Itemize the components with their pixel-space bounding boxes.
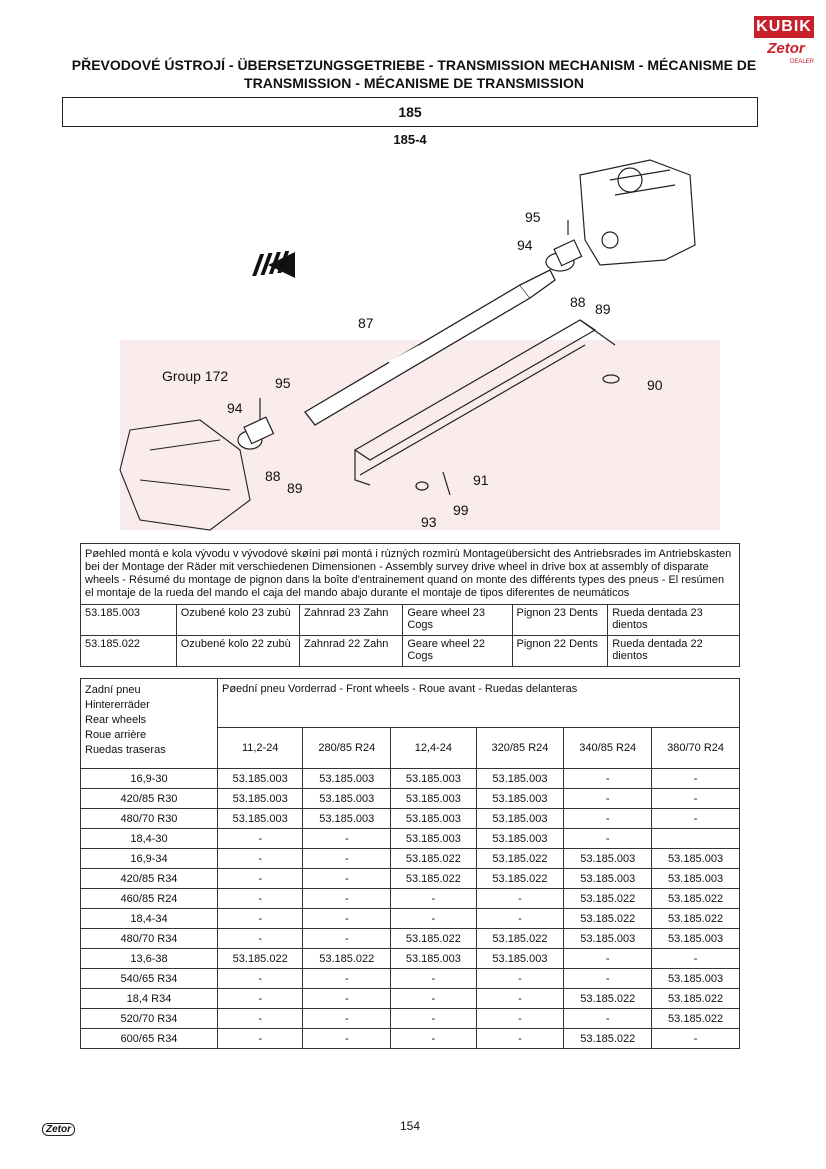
gear-part-number: 53.185.022 — [391, 869, 476, 889]
rear-tyre-size: 18,4-30 — [81, 829, 218, 849]
logo-brand: KUBIK — [754, 16, 814, 38]
gear-part-number: - — [476, 1009, 564, 1029]
info-table-header: Pøehled montá e kola vývodu v vývodové skøíni pøi montá i rùzných rozmìrù Montageübersicht des Antriebsrades im Antriebskasten bei der Montage der Räder mit verschiedenen Dimensionen - Assembly survey drive wheel in drive box at assembly of disparate wheels - Résumé du montage de pignon dans la boîte d'entrainement quand on monte des différents types des pneus - El resúmen el montaje de la rueda del mando el caja del mando abajo durante el montaje de tipos diferentes de neumáticos — [81, 544, 740, 605]
callout-88-right: 88 — [570, 294, 586, 310]
table-row — [81, 769, 740, 789]
rear-label-cz: Zadní pneu — [85, 684, 141, 696]
gear-part-number: - — [476, 969, 564, 989]
gear-part-number: 53.185.003 — [652, 849, 740, 869]
rear-tyre-size: 13,6-38 — [81, 949, 218, 969]
table-row — [81, 789, 740, 809]
rear-tyre-size: 540/65 R34 — [81, 969, 218, 989]
rear-tyre-size: 18,4 R34 — [81, 989, 218, 1009]
gear-part-number: 53.185.022 — [652, 889, 740, 909]
table-row — [81, 889, 740, 909]
desc-cz: Ozubené kolo 23 zubù — [176, 605, 299, 636]
rear-tyre-size: 480/70 R34 — [81, 929, 218, 949]
info-table-row — [81, 636, 740, 667]
gear-part-number: 53.185.003 — [391, 789, 476, 809]
footer-logo-text: Zetor — [42, 1123, 75, 1136]
gear-part-number: - — [303, 829, 391, 849]
wheel-application-table — [80, 678, 740, 1049]
part-number: 53.185.022 — [81, 636, 177, 667]
title-line-1: PŘEVODOVÉ ÚSTROJÍ - ÜBERSETZUNGSGETRIEBE - TRANSMISSION MECHANISM - MÉCANISME DE — [71, 57, 757, 73]
gear-part-number: 53.185.022 — [652, 1009, 740, 1029]
gear-part-number: - — [218, 889, 303, 909]
gear-part-number: 53.185.003 — [476, 789, 564, 809]
desc-de: Zahnrad 23 Zahn — [300, 605, 403, 636]
gear-part-number: - — [303, 1029, 391, 1049]
desc-fr: Pignon 23 Dents — [512, 605, 608, 636]
desc-de: Zahnrad 22 Zahn — [300, 636, 403, 667]
title-line-2: TRANSMISSION - MÉCANISME DE TRANSMISSION — [244, 75, 584, 91]
rear-tyre-size: 480/70 R30 — [81, 809, 218, 829]
gear-part-number: 53.185.003 — [391, 809, 476, 829]
page-title — [60, 56, 768, 92]
gear-part-number: 53.185.022 — [564, 1029, 652, 1049]
gear-part-number: 53.185.003 — [476, 949, 564, 969]
rear-label-es: Ruedas traseras — [85, 744, 166, 756]
gear-part-number: 53.185.022 — [652, 909, 740, 929]
gear-part-number: - — [564, 789, 652, 809]
gearbox-housing — [580, 160, 695, 265]
gear-part-number: 53.185.022 — [391, 929, 476, 949]
gear-part-number: 53.185.022 — [303, 949, 391, 969]
callout-90: 90 — [647, 377, 663, 393]
gear-part-number: 53.185.003 — [391, 949, 476, 969]
rear-tyre-size: 16,9-34 — [81, 849, 218, 869]
desc-es: Rueda dentada 22 dientos — [608, 636, 740, 667]
gear-part-number: 53.185.003 — [564, 929, 652, 949]
gear-part-number: 53.185.003 — [303, 809, 391, 829]
gear-part-number: 53.185.003 — [218, 769, 303, 789]
gear-part-number: - — [303, 889, 391, 909]
logo-sub: Zetor — [767, 40, 805, 57]
gear-part-number: - — [564, 1009, 652, 1029]
gear-part-number: - — [391, 889, 476, 909]
gear-part-number: 53.185.003 — [391, 769, 476, 789]
gear-part-number: - — [303, 849, 391, 869]
rear-label-en: Rear wheels — [85, 714, 147, 726]
gear-part-number: 53.185.003 — [218, 809, 303, 829]
table-row — [81, 969, 740, 989]
gear-part-number: - — [564, 809, 652, 829]
callout-87: 87 — [358, 315, 374, 331]
gear-part-number: - — [652, 809, 740, 829]
table-row — [81, 989, 740, 1009]
front-size: 12,4-24 — [391, 728, 476, 769]
group-172-label: Group 172 — [162, 368, 229, 384]
front-wheels-header: Pøední pneu Vorderrad - Front wheels - Roue avant - Ruedas delanteras — [218, 679, 740, 728]
gear-part-number: - — [652, 769, 740, 789]
gear-part-number: - — [391, 989, 476, 1009]
gear-part-number: 53.185.003 — [564, 869, 652, 889]
gear-part-number: 53.185.003 — [476, 829, 564, 849]
app-table-body — [81, 769, 740, 1049]
rear-tyre-size: 16,9-30 — [81, 769, 218, 789]
table-row — [81, 829, 740, 849]
callout-89-right: 89 — [595, 301, 611, 317]
gear-part-number: - — [303, 909, 391, 929]
gear-part-number: 53.185.022 — [391, 849, 476, 869]
table-row — [81, 1029, 740, 1049]
gear-part-number: - — [652, 789, 740, 809]
rear-label-de: Hintererräder — [85, 699, 150, 711]
rear-tyre-size: 420/85 R34 — [81, 869, 218, 889]
app-table-header-row — [81, 679, 740, 728]
desc-en: Geare wheel 22 Cogs — [403, 636, 512, 667]
section-number: 185 — [398, 104, 422, 120]
footer-zetor-logo — [42, 1119, 82, 1133]
callout-88-left: 88 — [265, 468, 281, 484]
gear-part-number: 53.185.022 — [218, 949, 303, 969]
gear-part-number: 53.185.003 — [564, 849, 652, 869]
gear-part-number: 53.185.022 — [476, 849, 564, 869]
gear-part-number: - — [476, 989, 564, 1009]
gear-part-number: 53.185.003 — [652, 869, 740, 889]
gear-part-number: - — [303, 969, 391, 989]
rear-tyre-size: 18,4-34 — [81, 909, 218, 929]
gear-part-number: - — [303, 929, 391, 949]
gear-part-number: - — [218, 869, 303, 889]
gear-part-number: - — [476, 909, 564, 929]
gear-part-number: - — [564, 949, 652, 969]
gear-part-number: 53.185.022 — [652, 989, 740, 1009]
gear-part-number: - — [476, 1029, 564, 1049]
desc-fr: Pignon 22 Dents — [512, 636, 608, 667]
callout-89-left: 89 — [287, 480, 303, 496]
rear-wheels-header — [81, 679, 218, 769]
gear-part-number: - — [218, 1029, 303, 1049]
table-row — [81, 909, 740, 929]
callout-95-left: 95 — [275, 375, 291, 391]
gear-part-number: 53.185.022 — [476, 869, 564, 889]
front-size: 11,2-24 — [218, 728, 303, 769]
info-table-header-row — [81, 544, 740, 605]
table-row — [81, 1009, 740, 1029]
gear-part-number: 53.185.022 — [564, 989, 652, 1009]
gear-part-number: - — [303, 869, 391, 889]
gear-part-number: - — [218, 969, 303, 989]
table-row — [81, 949, 740, 969]
coupling-right — [546, 220, 582, 271]
gear-part-number: 53.185.003 — [218, 789, 303, 809]
info-table-row — [81, 605, 740, 636]
gear-part-number: 53.185.003 — [303, 789, 391, 809]
logo-tag: DEALER — [789, 59, 814, 65]
subsection-number: 185-4 — [393, 132, 427, 147]
gear-part-number: - — [303, 989, 391, 1009]
callout-99: 99 — [453, 502, 469, 518]
gear-part-number: - — [391, 909, 476, 929]
gear-part-number: - — [564, 769, 652, 789]
gear-info-table — [80, 543, 740, 667]
gear-part-number: 53.185.022 — [476, 929, 564, 949]
desc-es: Rueda dentada 23 dientos — [608, 605, 740, 636]
desc-en: Geare wheel 23 Cogs — [403, 605, 512, 636]
gear-part-number: - — [391, 969, 476, 989]
gear-part-number: 53.185.003 — [476, 769, 564, 789]
gear-part-number: - — [218, 909, 303, 929]
front-size: 380/70 R24 — [652, 728, 740, 769]
direction-arrow — [252, 251, 295, 278]
gear-part-number: - — [218, 1009, 303, 1029]
section-box — [62, 97, 758, 127]
desc-cz: Ozubené kolo 22 zubù — [176, 636, 299, 667]
gear-part-number: - — [218, 989, 303, 1009]
rear-tyre-size: 460/85 R24 — [81, 889, 218, 909]
callout-95-right: 95 — [525, 209, 541, 225]
gear-part-number: - — [218, 829, 303, 849]
rear-tyre-size: 600/65 R34 — [81, 1029, 218, 1049]
table-row — [81, 809, 740, 829]
part-number: 53.185.003 — [81, 605, 177, 636]
callout-93: 93 — [421, 514, 437, 530]
gear-part-number: 53.185.003 — [391, 829, 476, 849]
front-size: 340/85 R24 — [564, 728, 652, 769]
gear-part-number: - — [391, 1029, 476, 1049]
callout-94-left: 94 — [227, 400, 243, 416]
gear-part-number: - — [564, 969, 652, 989]
gear-part-number: 53.185.022 — [564, 889, 652, 909]
gear-part-number: - — [476, 889, 564, 909]
gear-part-number: - — [652, 1029, 740, 1049]
gear-part-number: 53.185.003 — [652, 969, 740, 989]
gear-part-number: - — [652, 949, 740, 969]
rear-tyre-size: 420/85 R30 — [81, 789, 218, 809]
callout-94-right: 94 — [517, 237, 533, 253]
gear-part-number: - — [564, 829, 652, 849]
gear-part-number: - — [218, 929, 303, 949]
front-size: 280/85 R24 — [303, 728, 391, 769]
gear-part-number: - — [218, 849, 303, 869]
callout-91: 91 — [473, 472, 489, 488]
table-row — [81, 849, 740, 869]
front-size: 320/85 R24 — [476, 728, 564, 769]
rear-label-fr: Roue arrière — [85, 729, 147, 741]
gear-part-number: 53.185.003 — [476, 809, 564, 829]
table-row — [81, 869, 740, 889]
gear-part-number: 53.185.003 — [303, 769, 391, 789]
gear-part-number — [652, 829, 740, 849]
page-number: 154 — [399, 1119, 421, 1133]
gear-part-number: - — [303, 1009, 391, 1029]
rear-tyre-size: 520/70 R34 — [81, 1009, 218, 1029]
gear-part-number: 53.185.022 — [564, 909, 652, 929]
table-row — [81, 929, 740, 949]
exploded-diagram — [90, 150, 780, 535]
gear-part-number: 53.185.003 — [652, 929, 740, 949]
gear-part-number: - — [391, 1009, 476, 1029]
